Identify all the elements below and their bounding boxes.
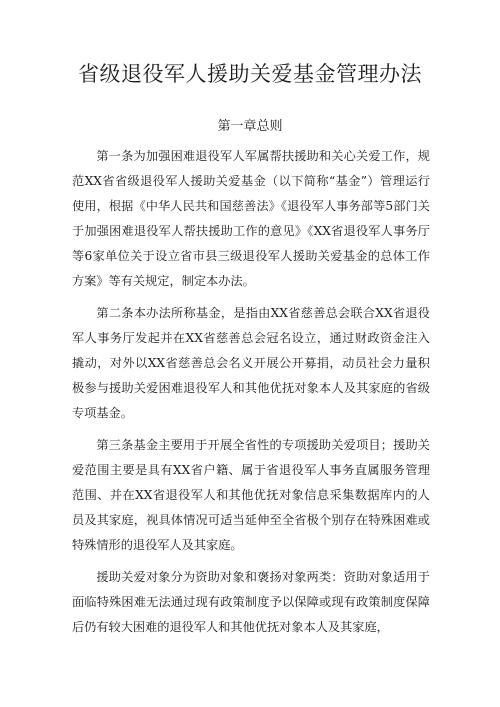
article-3-paragraph: 第三条基金主要用于开展全省性的专项援助关爱项目；援助关爱范围主要是具有XX省户籍、属于省退役军人事务直属服务管理范围、并在XX省退役军人和其他优抚对象信息采集数据库内的人员及其家庭，视具体情况可适当延伸至全省极个别存在特殊困难或特殊情形的退役军人及其家庭。	[72, 438, 430, 552]
document-title: 省级退役军人援助关爱基金管理办法	[78, 62, 422, 86]
article-2-paragraph: 第二条本办法所称基金，是指由XX省慈善总会联合XX省退役军人事务厅发起并在XX省慈善总会冠名设立，通过财政资金注入撬动，对外以XX省慈善总会名义开展公开募捐，动员社会力量积极参与援助关爱困难退役军人和其他优抚对象本人及其家庭的省级专项基金。	[72, 306, 430, 420]
chapter-heading: 第一章总则	[217, 119, 283, 134]
document-body	[72, 144, 430, 647]
article-1-paragraph: 第一条为加强困难退役军人军属帮扶援助和关心关爱工作，规范XX省省级退役军人援助关爱基金（以下简称“基金”）管理运行使用，根据《中华人民共和国慈善法》《退役军人事务部等5部门关于加强困难退役军人帮扶援助工作的意见》《XX省退役军人事务厅等6家单位关于设立省市县三级退役军人援助关爱基金的总体工作方案》等有关规定，制定本办法。	[72, 149, 430, 288]
assistance-targets-paragraph: 援助关爱对象分为资助对象和褒扬对象两类：资助对象适用于面临特殊困难无法通过现有政策制度予以保障或现有政策制度保障后仍有较大困难的退役军人和其他优抚对象本人及其家庭，	[72, 570, 430, 634]
